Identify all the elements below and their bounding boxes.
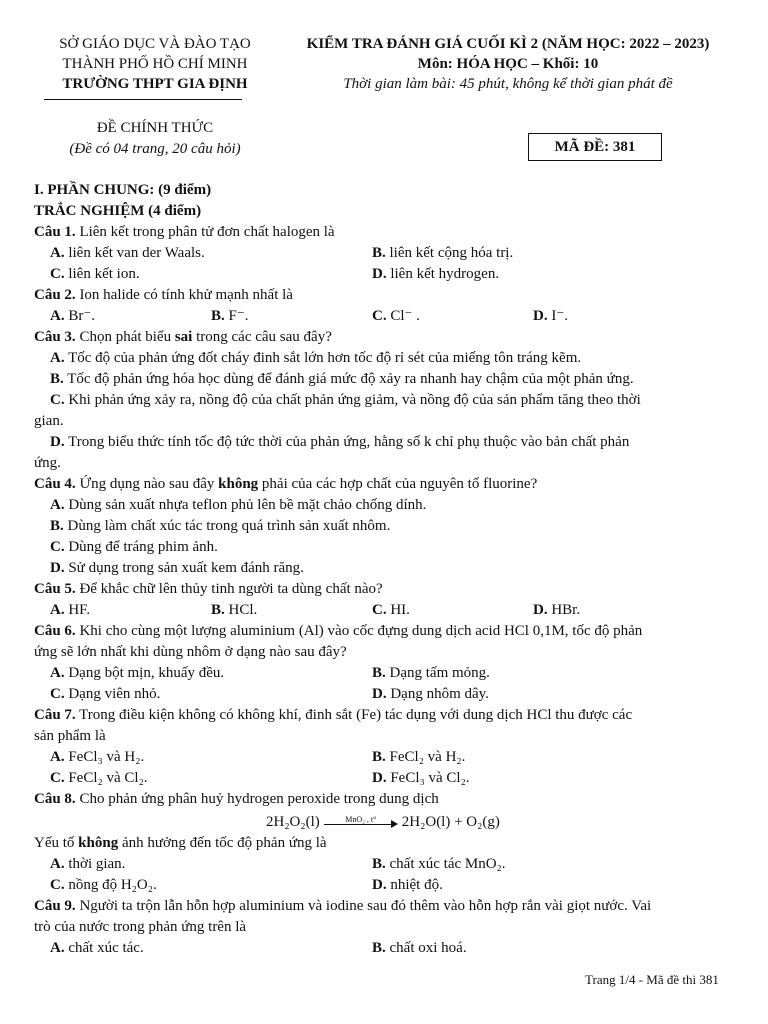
page-info: (Đề có 04 trang, 20 câu hỏi): [69, 141, 241, 157]
q6-option-d: D. Dạng nhôm dây.: [372, 686, 489, 702]
q1-option-c: C. liên kết ion.: [50, 266, 140, 282]
exam-code-box: MÃ ĐỀ: 381: [528, 133, 662, 161]
reaction-condition: MnO₂ , t°: [345, 814, 377, 824]
q8-option-b: B. chất xúc tác MnO₂.: [372, 856, 506, 872]
question-9-cont: trò của nước trong phản ứng trên là: [34, 919, 247, 935]
q3-option-a: A. Tốc độ của phản ứng đốt cháy đinh sắt lớn hơn tốc độ rỉ sét của miếng tôn tráng kẽm.: [50, 350, 582, 366]
subject-line: Môn: HÓA HỌC – Khối: 10: [417, 56, 599, 72]
equation-right: 2H₂O(l) + O₂(g): [401, 814, 500, 830]
header-right: [268, 34, 748, 94]
question-7: Câu 7. Trong điều kiện không có không khí, đinh sắt (Fe) tác dụng với dung dịch HCl thu được các: [34, 707, 633, 723]
q3-option-d: D. Trong biểu thức tính tốc độ tức thời của phản ứng, hằng số k chỉ phụ thuộc vào bản chất phản: [50, 434, 630, 450]
question-4: Câu 4. Ứng dụng nào sau đây không phải của các hợp chất của nguyên tố fluorine?: [34, 476, 538, 492]
q1-option-b: B. liên kết cộng hóa trị.: [372, 245, 514, 261]
q8-option-c: C. nồng độ H₂O₂.: [50, 877, 157, 893]
q2-option-d: D. I⁻.: [533, 308, 569, 324]
q6-option-a: A. Dạng bột mịn, khuấy đều.: [50, 665, 225, 681]
q4-option-d: D. Sử dụng trong sản xuất kem đánh răng.: [50, 560, 304, 576]
q8-option-a: A. thời gian.: [50, 856, 126, 872]
question-2: Câu 2. Ion halide có tính khử mạnh nhất là: [34, 287, 293, 303]
time-note: Thời gian làm bài: 45 phút, không kể thời gian phát đề: [343, 76, 673, 92]
q5-option-d: D. HBr.: [533, 602, 581, 618]
q5-option-a: A. HF.: [50, 602, 91, 618]
q2-option-b: B. F⁻.: [211, 308, 249, 324]
q7-option-a: A. FeCl₃ và H₂.: [50, 749, 145, 765]
q1-option-a: A. liên kết van der Waals.: [50, 245, 205, 261]
q6-option-b: B. Dạng tấm mỏng.: [372, 665, 490, 681]
question-8-stem: Yếu tố không ảnh hưởng đến tốc độ phản ứng là: [34, 835, 327, 851]
q6-option-c: C. Dạng viên nhỏ.: [50, 686, 161, 702]
question-5: Câu 5. Để khắc chữ lên thủy tinh người ta dùng chất nào?: [34, 581, 383, 597]
q4-option-a: A. Dùng sản xuất nhựa teflon phủ lên bề mặt chảo chống dính.: [50, 497, 427, 513]
q3-option-c-cont: gian.: [34, 413, 64, 429]
official-block: [30, 118, 280, 160]
question-6: Câu 6. Khi cho cùng một lượng aluminium (Al) vào cốc đựng dung dịch acid HCl 0,1M, tốc độ phản: [34, 623, 643, 639]
city-name: THÀNH PHỐ HỒ CHÍ MINH: [62, 56, 248, 72]
q4-option-c: C. Dùng để tráng phim ảnh.: [50, 539, 218, 555]
q4-option-b: B. Dùng làm chất xúc tác trong quá trình sản xuất nhôm.: [50, 518, 391, 534]
q1-option-d: D. liên kết hydrogen.: [372, 266, 500, 282]
question-9: Câu 9. Người ta trộn lẫn hỗn hợp aluminium và iodine sau đó thêm vào hỗn hợp rắn vài giọt nước. Vai: [34, 898, 652, 914]
question-label: Câu 1.: [34, 224, 76, 240]
exam-title: KIỂM TRA ĐÁNH GIÁ CUỐI KÌ 2 (NĂM HỌC: 2022 – 2023): [306, 36, 710, 52]
page-footer: Trang 1/4 - Mã đề thi 381: [585, 972, 719, 987]
q5-option-c: C. HI.: [372, 602, 410, 618]
school-underline: [44, 99, 242, 100]
school-name: TRƯỜNG THPT GIA ĐỊNH: [62, 76, 248, 92]
question-text: Liên kết trong phân tử đơn chất halogen là: [75, 224, 335, 240]
official-label: ĐỀ CHÍNH THỨC: [96, 120, 214, 136]
q9-option-a: A. chất xúc tác.: [50, 940, 144, 956]
question-8: Câu 8. Cho phản ứng phân huỷ hydrogen peroxide trong dung dịch: [34, 791, 439, 807]
question-7-cont: sản phẩm là: [34, 728, 106, 744]
q3-option-b: B. Tốc độ phản ứng hóa học dùng để đánh giá mức độ xảy ra nhanh hay chậm của một phản ứng.: [50, 371, 634, 387]
q7-option-c: C. FeCl₂ và Cl₂.: [50, 770, 148, 786]
q3-option-d-cont: ứng.: [34, 455, 61, 471]
section-part1: I. PHẦN CHUNG: (9 điểm): [34, 182, 212, 198]
q3-option-c: C. Khi phản ứng xảy ra, nồng độ của chất phản ứng giảm, và nồng độ của sản phẩm tăng theo thời: [50, 392, 641, 408]
reaction-arrow-icon: [324, 816, 398, 830]
question-6-cont: ứng sẽ lớn nhất khi dùng nhôm ở dạng nào sau đây?: [34, 644, 347, 660]
q7-option-b: B. FeCl₂ và H₂.: [372, 749, 466, 765]
equation-left: 2H₂O₂(l): [266, 814, 320, 830]
q2-option-c: C. Cl⁻ .: [372, 308, 420, 324]
department-name: SỞ GIÁO DỤC VÀ ĐÀO TẠO: [59, 36, 251, 52]
q8-option-d: D. nhiệt độ.: [372, 877, 443, 893]
q2-option-a: A. Br⁻.: [50, 308, 96, 324]
header-left: [30, 34, 280, 94]
reaction-equation: [266, 812, 500, 832]
q5-option-b: B. HCl.: [211, 602, 258, 618]
question-3: Câu 3. Chọn phát biểu sai trong các câu sau đây?: [34, 329, 332, 345]
section-mc: TRẮC NGHIỆM (4 điểm): [34, 203, 202, 219]
question-1: [34, 222, 335, 242]
q9-option-b: B. chất oxi hoá.: [372, 940, 467, 956]
q7-option-d: D. FeCl₃ và Cl₂.: [372, 770, 470, 786]
